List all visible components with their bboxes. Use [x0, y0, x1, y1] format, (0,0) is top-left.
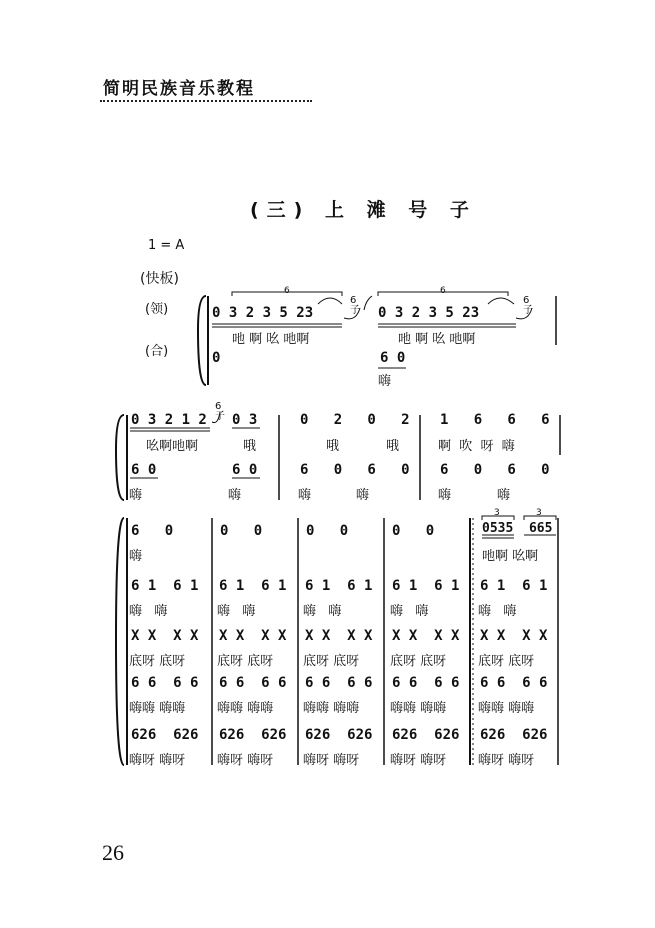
s3-row2-m4-notes: 6 1 6 1: [392, 578, 460, 594]
s3-row4-m3-lyrics: 嗨嗨 嗨嗨: [303, 701, 360, 716]
s3-row2-m1-notes: 6 1 6 1: [131, 578, 199, 594]
s3-row4-m2-notes: 6 6 6 6: [219, 675, 287, 691]
chorus-notes: 6 0: [380, 350, 406, 366]
key-signature: 1 = A: [148, 238, 185, 253]
s3-row5-m5-notes: 626 626: [480, 727, 548, 743]
s3-r1-m5: 0535 665: [482, 521, 553, 536]
tempo-marking: (快板): [140, 271, 179, 287]
s3-row2-m2-lyrics: 嗨 嗨: [217, 604, 256, 619]
s3-r1-m3: 0 0: [306, 523, 349, 539]
s2-chorus-m2-lyric-a: 嗨: [298, 488, 312, 503]
s3-row2-m5-lyrics: 嗨 嗨: [478, 604, 517, 619]
s3-row5-m3-lyrics: 嗨呀 嗨呀: [303, 753, 360, 768]
part-label-chorus: (合): [145, 344, 169, 359]
s3-row3-m5-notes: X X X X: [480, 628, 548, 644]
s3-row3-m4-lyrics: 底呀 底呀: [390, 654, 447, 669]
s3-row2-m5-notes: 6 1 6 1: [480, 578, 548, 594]
lead-notes-m2: 0 3 2 3 5 23: [378, 305, 480, 321]
s2-chorus-m3-lyric-b: 嗨: [497, 488, 511, 503]
s3-row3-m3-notes: X X X X: [305, 628, 373, 644]
s3-row4-m1-lyrics: 嗨嗨 嗨嗨: [129, 701, 186, 716]
s2-chorus-m1-lyric-a: 嗨: [129, 488, 143, 503]
s3-row2-m4-lyrics: 嗨 嗨: [390, 604, 429, 619]
s3-row2-m3-notes: 6 1 6 1: [305, 578, 373, 594]
s3-r1-m4: 0 0: [392, 523, 435, 539]
s2-chorus-m1-a: 6 0: [131, 462, 157, 478]
s3-row4-m3-notes: 6 6 6 6: [305, 675, 373, 691]
lead-lyrics-m2: 吔 啊 吆 吔啊: [398, 332, 476, 347]
part-label-lead: (领): [145, 302, 169, 317]
s2-chorus-m1-b: 6 0: [232, 462, 258, 478]
grace-note-1: 6 子: [350, 295, 360, 316]
s3-r1-m1: 6 0: [131, 523, 174, 539]
page-number: 26: [102, 840, 124, 865]
lead-lyrics-m1: 吔 啊 吆 吔啊: [232, 332, 310, 347]
song-title: (三) 上 滩 号 子: [250, 199, 477, 221]
s3-r1-lyric-m5: 吔啊 吆啊: [482, 549, 539, 564]
book-title: 简明民族音乐教程: [103, 79, 255, 99]
tuplet-mark-1: 6: [284, 286, 290, 296]
s3-row3-m1-lyrics: 底呀 底呀: [129, 654, 186, 669]
s2-lead-m2-lyric-a: 哦: [326, 439, 340, 454]
s3-row2-m1-lyrics: 嗨 嗨: [129, 604, 168, 619]
s3-row5-m1-notes: 626 626: [131, 727, 199, 743]
lead-notes-m1: 0 3 2 3 5 23: [212, 305, 314, 321]
s3-row5-m5-lyrics: 嗨呀 嗨呀: [478, 753, 535, 768]
s3-row5-m4-notes: 626 626: [392, 727, 460, 743]
s3-row3-m5-lyrics: 底呀 底呀: [478, 654, 535, 669]
grace-note-2: 6 子: [523, 295, 533, 316]
s3-row4-m5-lyrics: 嗨嗨 嗨嗨: [478, 701, 535, 716]
s3-r1-m2: 0 0: [220, 523, 263, 539]
s2-chorus-m2-lyric-b: 嗨: [356, 488, 370, 503]
s2-chorus-m3-lyric-a: 嗨: [438, 488, 452, 503]
s2-grace: 6 子: [215, 401, 225, 422]
s2-lead-m1-lyrics-b: 哦: [243, 439, 257, 454]
s3-row4-m4-lyrics: 嗨嗨 嗨嗨: [390, 701, 447, 716]
s3-row4-m5-notes: 6 6 6 6: [480, 675, 548, 691]
tuplet-mark-2: 6: [440, 286, 446, 296]
s3-row5-m4-lyrics: 嗨呀 嗨呀: [390, 753, 447, 768]
s2-lead-m3-lyrics: 啊 吹 呀 嗨: [438, 439, 515, 454]
s3-row5-m2-lyrics: 嗨呀 嗨呀: [217, 753, 274, 768]
triplet-mark-1: 3: [494, 508, 500, 518]
triplet-mark-2: 3: [536, 508, 542, 518]
s3-row3-m4-notes: X X X X: [392, 628, 460, 644]
s3-row2-m3-lyrics: 嗨 嗨: [303, 604, 342, 619]
s3-row3-m2-notes: X X X X: [219, 628, 287, 644]
s3-row2-m2-notes: 6 1 6 1: [219, 578, 287, 594]
s2-lead-m1-notes: 0 3 2 1 2: [131, 412, 207, 428]
s3-row4-m2-lyrics: 嗨嗨 嗨嗨: [217, 701, 274, 716]
s2-lead-m1-notes-b: 0 3: [232, 412, 258, 428]
s2-chorus-m2: 6 0 6 0: [300, 462, 410, 478]
s2-chorus-m3: 6 0 6 0: [440, 462, 550, 478]
s3-row5-m3-notes: 626 626: [305, 727, 373, 743]
chorus-rest: 0: [212, 350, 221, 366]
s3-row4-m1-notes: 6 6 6 6: [131, 675, 199, 691]
s3-row5-m1-lyrics: 嗨呀 嗨呀: [129, 753, 186, 768]
s2-lead-m3-notes: 1 6 6 6: [440, 412, 550, 428]
s2-lead-m2-notes: 0 2 0 2: [300, 412, 410, 428]
s3-row3-m2-lyrics: 底呀 底呀: [217, 654, 274, 669]
s3-row3-m1-notes: X X X X: [131, 628, 199, 644]
s3-r1-lyric-m1: 嗨: [129, 549, 143, 564]
chorus-lyric: 嗨: [378, 374, 392, 389]
s3-row5-m2-notes: 626 626: [219, 727, 287, 743]
s2-chorus-m1-lyric-b: 嗨: [228, 488, 242, 503]
s2-lead-m2-lyric-b: 哦: [386, 439, 400, 454]
s2-lead-m1-lyrics: 吆啊吔啊: [146, 439, 199, 454]
s3-row4-m4-notes: 6 6 6 6: [392, 675, 460, 691]
s3-row3-m3-lyrics: 底呀 底呀: [303, 654, 360, 669]
